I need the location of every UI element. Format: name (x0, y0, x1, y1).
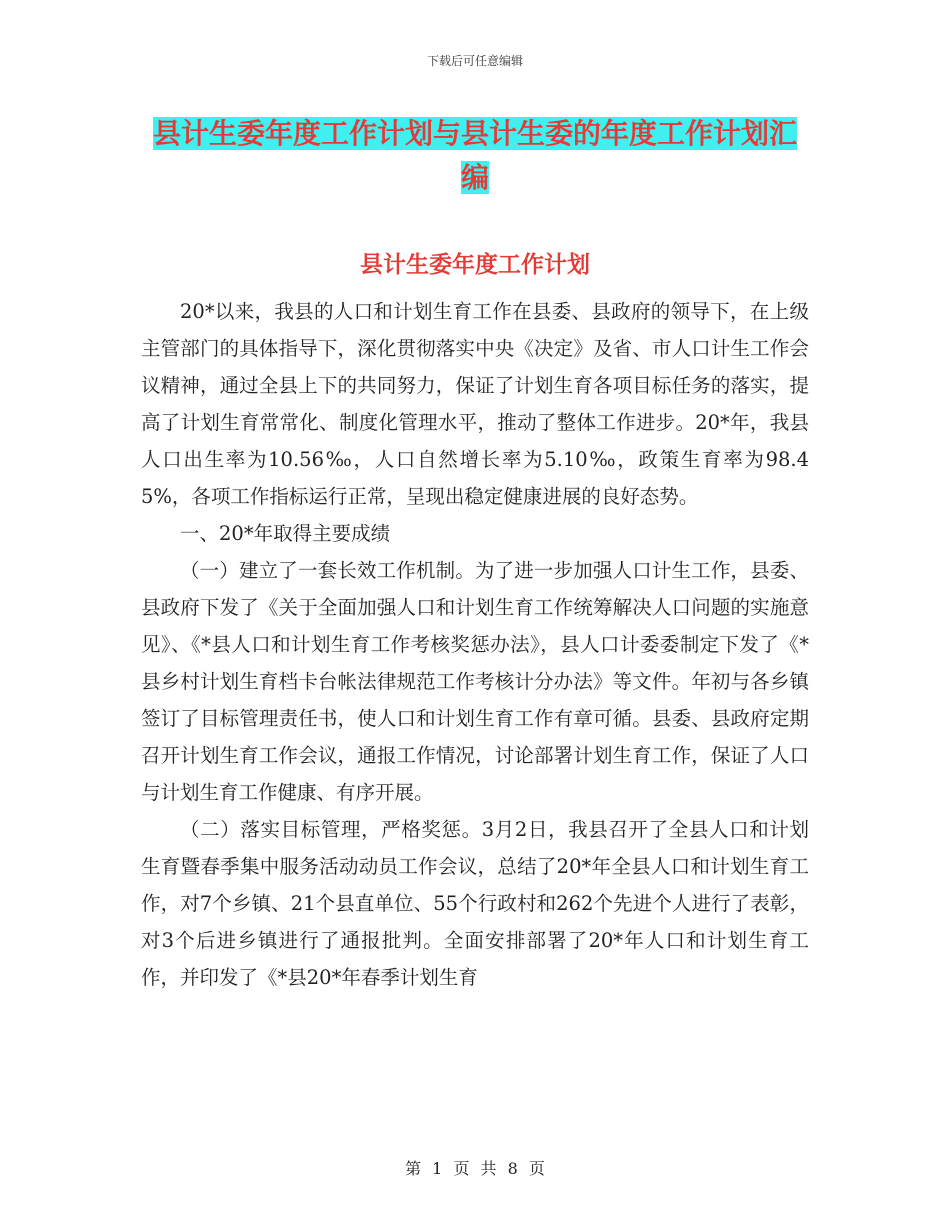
document-title (140, 112, 810, 200)
section-title: 县计生委年度工作计划 (360, 251, 590, 278)
document-title-text: 县计生委年度工作计划与县计生委的年度工作计划汇编 (152, 117, 797, 194)
page-header-note: 下载后可任意编辑 (426, 54, 523, 68)
paragraph-target-management: （二）落实目标管理，严格奖惩。3月2日，我县召开了全县人口和计划生育暨春季集中服务活动动员工作会议，总结了20*年全县人口和计划生育工作，对7个乡镇、21个县直单位、55个行政村和262个先进个人进行了表彰，对3个后进乡镇进行了通报批判。全面安排部署了20*年人口和计划生育工作，并印发了《*县20*年春季计划生育 (141, 818, 809, 989)
document-body (141, 293, 809, 996)
paragraph-mechanism: （一）建立了一套长效工作机制。为了进一步加强人口计生工作，县委、县政府下发了《关于全面加强人口和计划生育工作统筹解决人口问题的实施意见》、《*县人口和计划生育工作考核奖惩办法》，县人口计委委制定下发了《*县乡村计划生育档卡台帐法律规范工作考核计分办法》等文件。年初与各乡镇签订了目标管理责任书，使人口和计划生育工作有章可循。县委、县政府定期召开计划生育工作会议，通报工作情况，讨论部署计划生育工作，保证了人口与计划生育工作健康、有序开展。 (141, 559, 809, 804)
page-number: 第 1 页 共 8 页 (405, 1159, 545, 1178)
paragraph-heading-achievements: 一、20*年取得主要成绩 (180, 522, 391, 545)
paragraph-intro: 20*以来，我县的人口和计划生育工作在县委、县政府的领导下，在上级主管部门的具体指导下，深化贯彻落实中央《决定》及省、市人口计生工作会议精神，通过全县上下的共同努力，保证了计划生育各项目标任务的落实，提高了计划生育常常化、制度化管理水平，推动了整体工作进步。20*年，我县人口出生率为10.56‰，人口自然增长率为5.10‰，政策生育率为98.45%，各项工作指标运行正常，呈现出稳定健康进展的良好态势。 (141, 300, 809, 508)
